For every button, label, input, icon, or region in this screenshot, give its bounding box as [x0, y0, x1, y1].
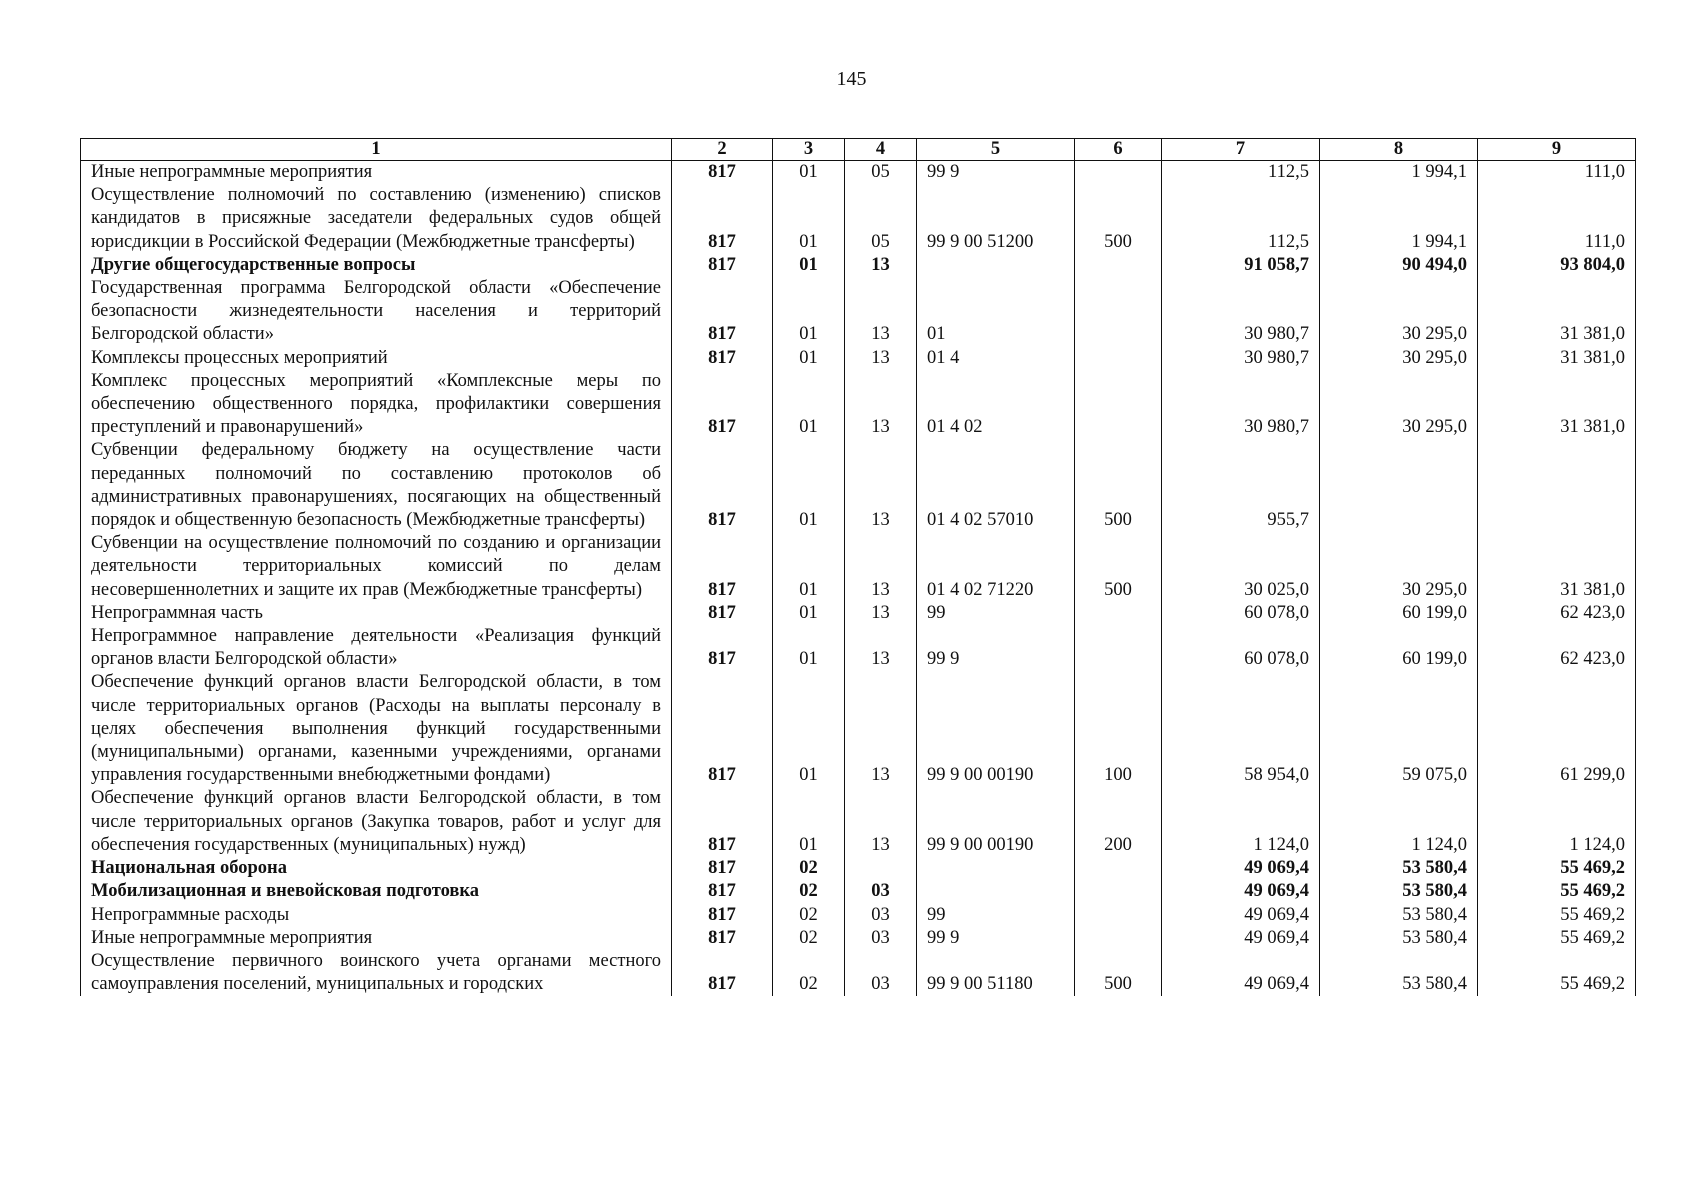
table-row: [81, 277, 1636, 347]
expense-type-cell: 100: [1075, 671, 1162, 787]
subsection-code-cell: 03: [845, 880, 917, 903]
table-row: [81, 927, 1636, 950]
amount-col9-cell: 55 469,2: [1478, 880, 1636, 903]
header-row: [81, 139, 1636, 161]
table-row: [81, 347, 1636, 370]
amount-col9-cell: 31 381,0: [1478, 277, 1636, 347]
section-code-cell: 02: [773, 857, 845, 880]
table-row: [81, 787, 1636, 857]
amount-col9-cell: 62 423,0: [1478, 602, 1636, 625]
table-row: [81, 184, 1636, 254]
amount-col9-cell: 55 469,2: [1478, 927, 1636, 950]
column-header-5: 5: [917, 139, 1075, 161]
amount-col9-cell: 62 423,0: [1478, 625, 1636, 671]
expense-type-cell: 500: [1075, 950, 1162, 996]
subsection-code-cell: 13: [845, 602, 917, 625]
amount-col8-cell: 30 295,0: [1320, 532, 1478, 602]
amount-col9-cell: 55 469,2: [1478, 857, 1636, 880]
section-code-cell: 01: [773, 625, 845, 671]
amount-col7-cell: 49 069,4: [1162, 950, 1320, 996]
amount-col8-cell: 60 199,0: [1320, 625, 1478, 671]
table-row: [81, 161, 1636, 185]
amount-col9-cell: 55 469,2: [1478, 904, 1636, 927]
amount-col8-cell: 1 994,1: [1320, 161, 1478, 185]
subsection-code-cell: 13: [845, 671, 917, 787]
amount-col9-cell: 61 299,0: [1478, 671, 1636, 787]
table-row: [81, 254, 1636, 277]
row-name-cell: Другие общегосударственные вопросы: [81, 254, 672, 277]
amount-col7-cell: 49 069,4: [1162, 857, 1320, 880]
amount-col7-cell: 49 069,4: [1162, 880, 1320, 903]
amount-col8-cell: 53 580,4: [1320, 927, 1478, 950]
amount-col8-cell: 53 580,4: [1320, 950, 1478, 996]
row-name-cell: Иные непрограммные мероприятия: [81, 927, 672, 950]
amount-col9-cell: 1 124,0: [1478, 787, 1636, 857]
amount-col7-cell: 1 124,0: [1162, 787, 1320, 857]
budget-table: [80, 138, 1636, 996]
amount-col7-cell: 955,7: [1162, 439, 1320, 532]
expense-type-cell: [1075, 277, 1162, 347]
section-code-cell: 01: [773, 254, 845, 277]
row-name-cell: Мобилизационная и вневойсковая подготовка: [81, 880, 672, 903]
ministry-code-cell: 817: [672, 602, 773, 625]
row-name-cell: Субвенции на осуществление полномочий по созданию и организации деятельности территориальных комиссий по делам несовершеннолетних и защите их прав (Межбюджетные трансферты): [81, 532, 672, 602]
target-article-cell: 99 9: [917, 625, 1075, 671]
table-row: [81, 904, 1636, 927]
amount-col8-cell: 30 295,0: [1320, 277, 1478, 347]
ministry-code-cell: 817: [672, 671, 773, 787]
table-row: [81, 857, 1636, 880]
expense-type-cell: 500: [1075, 184, 1162, 254]
table-row: [81, 625, 1636, 671]
target-article-cell: [917, 880, 1075, 903]
ministry-code-cell: 817: [672, 161, 773, 185]
ministry-code-cell: 817: [672, 254, 773, 277]
row-name-cell: Субвенции федеральному бюджету на осуществление части переданных полномочий по составлению протоколов об административных правонарушениях, посягающих на общественный порядок и общественную безопасность (Межбюджетные трансферты): [81, 439, 672, 532]
row-name-cell: Непрограммное направление деятельности «Реализация функций органов власти Белгородской области»: [81, 625, 672, 671]
subsection-code-cell: 13: [845, 787, 917, 857]
expense-type-cell: [1075, 880, 1162, 903]
section-code-cell: 01: [773, 347, 845, 370]
table-header: [81, 139, 1636, 161]
amount-col8-cell: 1 994,1: [1320, 184, 1478, 254]
amount-col9-cell: 55 469,2: [1478, 950, 1636, 996]
ministry-code-cell: 817: [672, 904, 773, 927]
page-number: 145: [836, 68, 867, 90]
subsection-code-cell: 13: [845, 439, 917, 532]
amount-col9-cell: 31 381,0: [1478, 370, 1636, 440]
table-row: [81, 602, 1636, 625]
ministry-code-cell: 817: [672, 880, 773, 903]
section-code-cell: 02: [773, 904, 845, 927]
row-name-cell: Обеспечение функций органов власти Белгородской области, в том числе территориальных органов (Расходы на выплаты персоналу в целях обеспечения выполнения функций государственными (муниципальными) органами, казенными учреждениями, органами управления государственными внебюджетными фондами): [81, 671, 672, 787]
amount-col7-cell: 49 069,4: [1162, 927, 1320, 950]
subsection-code-cell: 13: [845, 347, 917, 370]
row-name-cell: Обеспечение функций органов власти Белгородской области, в том числе территориальных органов (Закупка товаров, работ и услуг для обеспечения государственных (муниципальных) нужд): [81, 787, 672, 857]
target-article-cell: 99: [917, 602, 1075, 625]
amount-col7-cell: 30 980,7: [1162, 347, 1320, 370]
amount-col9-cell: 31 381,0: [1478, 532, 1636, 602]
amount-col7-cell: 30 980,7: [1162, 370, 1320, 440]
target-article-cell: 99 9: [917, 161, 1075, 185]
target-article-cell: 99 9 00 51200: [917, 184, 1075, 254]
amount-col7-cell: 58 954,0: [1162, 671, 1320, 787]
amount-col7-cell: 30 025,0: [1162, 532, 1320, 602]
section-code-cell: 01: [773, 671, 845, 787]
expense-type-cell: [1075, 625, 1162, 671]
table-body: [81, 161, 1636, 997]
ministry-code-cell: 817: [672, 184, 773, 254]
subsection-code-cell: 13: [845, 277, 917, 347]
target-article-cell: [917, 857, 1075, 880]
column-header-6: 6: [1075, 139, 1162, 161]
subsection-code-cell: 13: [845, 254, 917, 277]
section-code-cell: 01: [773, 277, 845, 347]
expense-type-cell: [1075, 602, 1162, 625]
column-header-8: 8: [1320, 139, 1478, 161]
ministry-code-cell: 817: [672, 347, 773, 370]
amount-col8-cell: 30 295,0: [1320, 347, 1478, 370]
amount-col8-cell: 1 124,0: [1320, 787, 1478, 857]
target-article-cell: 99 9: [917, 927, 1075, 950]
subsection-code-cell: 05: [845, 161, 917, 185]
row-name-cell: Комплексы процессных мероприятий: [81, 347, 672, 370]
amount-col8-cell: 59 075,0: [1320, 671, 1478, 787]
expense-type-cell: [1075, 161, 1162, 185]
amount-col9-cell: 111,0: [1478, 161, 1636, 185]
ministry-code-cell: 817: [672, 787, 773, 857]
table-row: [81, 671, 1636, 787]
section-code-cell: 01: [773, 439, 845, 532]
column-header-7: 7: [1162, 139, 1320, 161]
target-article-cell: 01 4: [917, 347, 1075, 370]
amount-col8-cell: 53 580,4: [1320, 904, 1478, 927]
amount-col9-cell: 111,0: [1478, 184, 1636, 254]
section-code-cell: 01: [773, 161, 845, 185]
expense-type-cell: 500: [1075, 532, 1162, 602]
amount-col8-cell: 60 199,0: [1320, 602, 1478, 625]
ministry-code-cell: 817: [672, 625, 773, 671]
target-article-cell: 99 9 00 51180: [917, 950, 1075, 996]
row-name-cell: Иные непрограммные мероприятия: [81, 161, 672, 185]
column-header-2: 2: [672, 139, 773, 161]
expense-type-cell: 500: [1075, 439, 1162, 532]
row-name-cell: Непрограммная часть: [81, 602, 672, 625]
amount-col9-cell: [1478, 439, 1636, 532]
expense-type-cell: 200: [1075, 787, 1162, 857]
amount-col8-cell: 90 494,0: [1320, 254, 1478, 277]
target-article-cell: 99: [917, 904, 1075, 927]
amount-col7-cell: 112,5: [1162, 161, 1320, 185]
amount-col7-cell: 112,5: [1162, 184, 1320, 254]
row-name-cell: Комплекс процессных мероприятий «Комплексные меры по обеспечению общественного порядка, профилактики совершения преступлений и правонарушений»: [81, 370, 672, 440]
ministry-code-cell: 817: [672, 439, 773, 532]
amount-col8-cell: [1320, 439, 1478, 532]
section-code-cell: 02: [773, 880, 845, 903]
section-code-cell: 01: [773, 532, 845, 602]
expense-type-cell: [1075, 370, 1162, 440]
section-code-cell: 01: [773, 184, 845, 254]
ministry-code-cell: 817: [672, 927, 773, 950]
column-header-4: 4: [845, 139, 917, 161]
expense-type-cell: [1075, 347, 1162, 370]
expense-type-cell: [1075, 857, 1162, 880]
section-code-cell: 02: [773, 950, 845, 996]
table-row: [81, 439, 1636, 532]
row-name-cell: Осуществление первичного воинского учета органами местного самоуправления поселений, муниципальных и городских: [81, 950, 672, 996]
amount-col9-cell: 31 381,0: [1478, 347, 1636, 370]
row-name-cell: Национальная оборона: [81, 857, 672, 880]
amount-col8-cell: 53 580,4: [1320, 880, 1478, 903]
ministry-code-cell: 817: [672, 370, 773, 440]
section-code-cell: 01: [773, 602, 845, 625]
subsection-code-cell: 03: [845, 950, 917, 996]
subsection-code-cell: 13: [845, 625, 917, 671]
ministry-code-cell: 817: [672, 857, 773, 880]
amount-col7-cell: 60 078,0: [1162, 625, 1320, 671]
row-name-cell: Осуществление полномочий по составлению (изменению) списков кандидатов в присяжные заседатели федеральных судов общей юрисдикции в Российской Федерации (Межбюджетные трансферты): [81, 184, 672, 254]
subsection-code-cell: 05: [845, 184, 917, 254]
section-code-cell: 02: [773, 927, 845, 950]
amount-col8-cell: 30 295,0: [1320, 370, 1478, 440]
target-article-cell: 01 4 02 57010: [917, 439, 1075, 532]
amount-col9-cell: 93 804,0: [1478, 254, 1636, 277]
ministry-code-cell: 817: [672, 277, 773, 347]
subsection-code-cell: 03: [845, 927, 917, 950]
expense-type-cell: [1075, 927, 1162, 950]
section-code-cell: 01: [773, 787, 845, 857]
subsection-code-cell: 03: [845, 904, 917, 927]
column-header-9: 9: [1478, 139, 1636, 161]
target-article-cell: 99 9 00 00190: [917, 671, 1075, 787]
amount-col7-cell: 49 069,4: [1162, 904, 1320, 927]
amount-col7-cell: 60 078,0: [1162, 602, 1320, 625]
row-name-cell: Государственная программа Белгородской области «Обеспечение безопасности жизнедеятельности населения и территорий Белгородской области»: [81, 277, 672, 347]
amount-col8-cell: 53 580,4: [1320, 857, 1478, 880]
subsection-code-cell: 13: [845, 370, 917, 440]
target-article-cell: 01: [917, 277, 1075, 347]
table-row: [81, 880, 1636, 903]
table-row: [81, 950, 1636, 996]
target-article-cell: 99 9 00 00190: [917, 787, 1075, 857]
amount-col7-cell: 91 058,7: [1162, 254, 1320, 277]
table-row: [81, 370, 1636, 440]
ministry-code-cell: 817: [672, 950, 773, 996]
table-row: [81, 532, 1636, 602]
ministry-code-cell: 817: [672, 532, 773, 602]
target-article-cell: [917, 254, 1075, 277]
column-header-3: 3: [773, 139, 845, 161]
column-header-1: 1: [81, 139, 672, 161]
subsection-code-cell: [845, 857, 917, 880]
expense-type-cell: [1075, 904, 1162, 927]
expense-type-cell: [1075, 254, 1162, 277]
row-name-cell: Непрограммные расходы: [81, 904, 672, 927]
subsection-code-cell: 13: [845, 532, 917, 602]
target-article-cell: 01 4 02: [917, 370, 1075, 440]
section-code-cell: 01: [773, 370, 845, 440]
target-article-cell: 01 4 02 71220: [917, 532, 1075, 602]
amount-col7-cell: 30 980,7: [1162, 277, 1320, 347]
